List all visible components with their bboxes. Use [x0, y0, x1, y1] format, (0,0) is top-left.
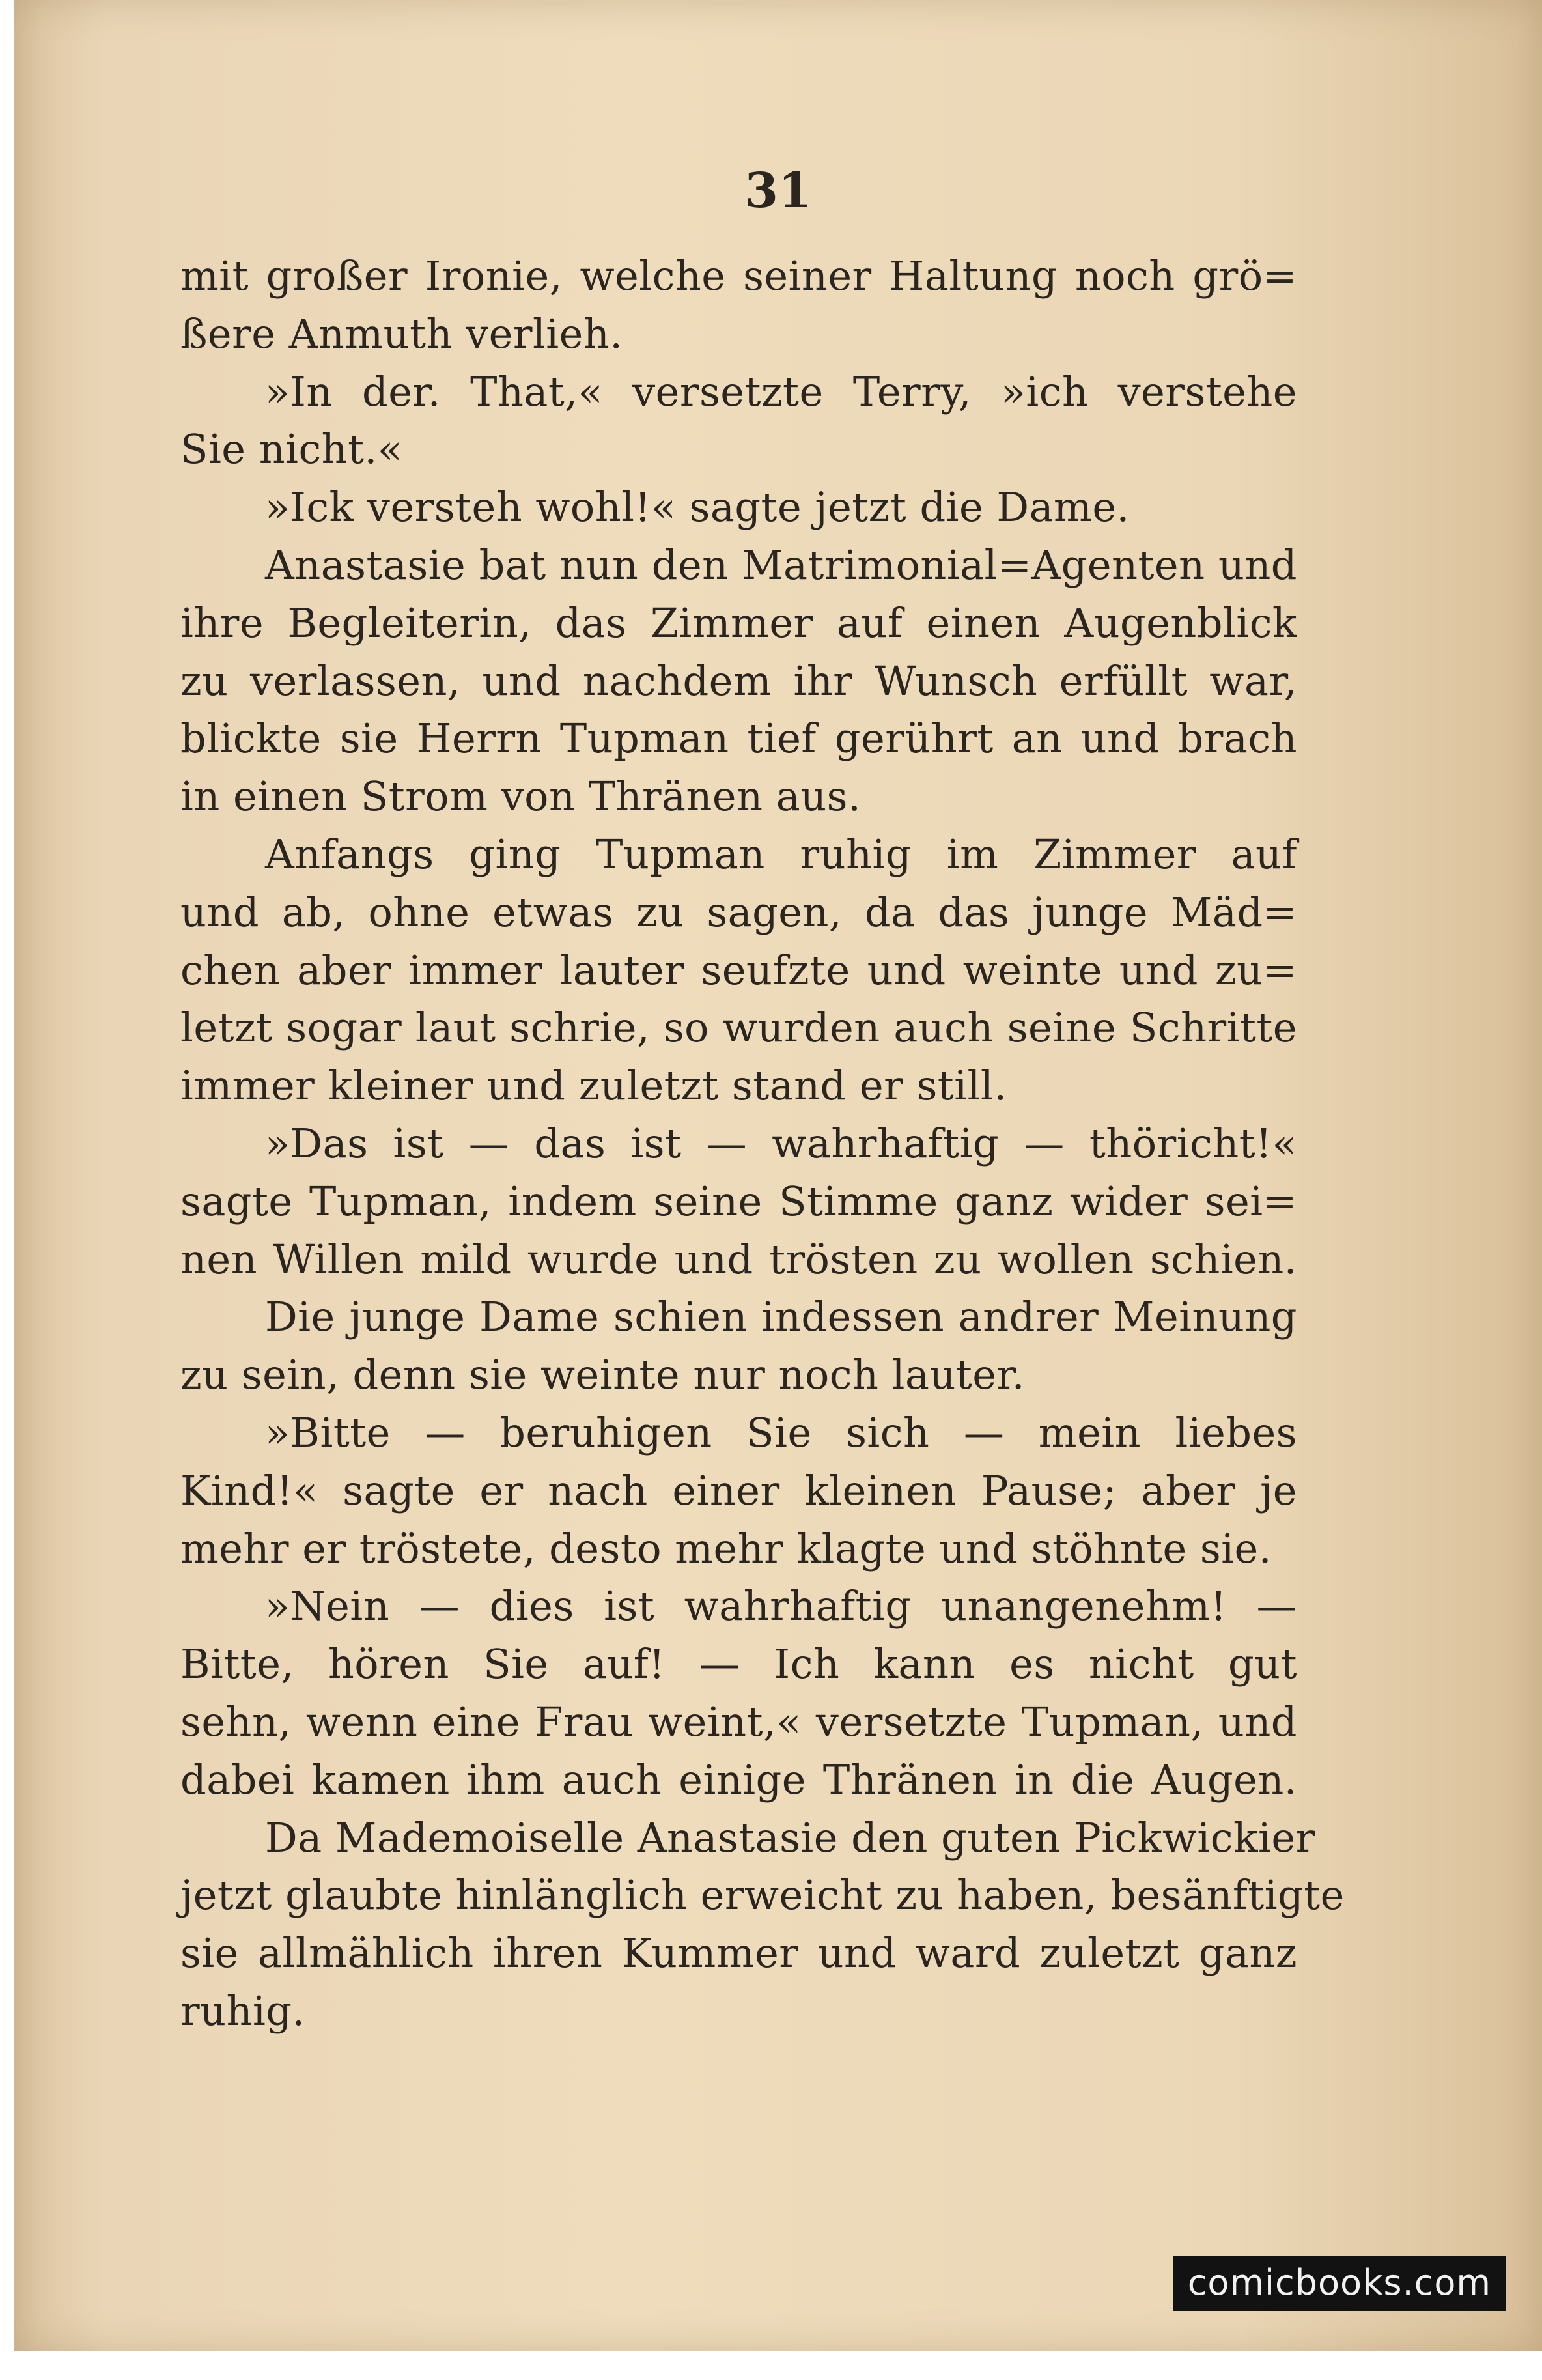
- text-line: nen Willen mild wurde und trösten zu wollen schien.: [180, 1235, 1297, 1283]
- text-line: Anfangs ging Tupman ruhig im Zimmer auf: [265, 830, 1297, 878]
- text-line: mehr er tröstete, desto mehr klagte und stöhnte sie.: [180, 1524, 1272, 1572]
- text-line: zu sein, denn sie weinte nur noch lauter.: [180, 1351, 1026, 1399]
- text-line: ßere Anmuth verlieh.: [180, 309, 623, 358]
- text-line: immer kleiner und zuletzt stand er still.: [180, 1062, 1007, 1110]
- text-line: ihre Begleiterin, das Zimmer auf einen Augenblick: [180, 599, 1297, 647]
- text-line: Da Mademoiselle Anastasie den guten Pickwickier: [265, 1813, 1315, 1862]
- text-line: in einen Strom von Thränen aus.: [180, 772, 862, 821]
- text-line: Bitte, hören Sie auf! — Ich kann es nicht gut: [180, 1640, 1297, 1688]
- text-line: Anastasie bat nun den Matrimonial=Agenten und: [265, 541, 1297, 589]
- text-line: und ab, ohne etwas zu sagen, da das junge Mäd=: [180, 888, 1297, 936]
- text-line: Sie nicht.«: [180, 425, 403, 474]
- text-line: »Das ist — das ist — wahrhaftig — thöricht!«: [265, 1119, 1297, 1167]
- text-line: blickte sie Herrn Tupman tief gerührt an und brach: [180, 715, 1297, 763]
- watermark: comicbooks.com: [1173, 2256, 1506, 2311]
- text-line: dabei kamen ihm auch einige Thränen in die Augen.: [180, 1755, 1297, 1804]
- text-line: zu verlassen, und nachdem ihr Wunsch erfüllt war,: [180, 657, 1297, 705]
- text-line: »Bitte — beruhigen Sie sich — mein liebes: [265, 1408, 1297, 1456]
- text-line: Die junge Dame schien indessen andrer Meinung: [265, 1293, 1297, 1341]
- text-line: jetzt glaubte hinlänglich erweicht zu haben, besänftigte: [180, 1871, 1345, 1920]
- book-page: [14, 0, 1542, 2351]
- text-line: »Ick versteh wohl!« sagte jetzt die Dame.: [265, 483, 1130, 531]
- text-line: ruhig.: [180, 1987, 305, 2035]
- text-line: »In der. That,« versetzte Terry, »ich verstehe: [265, 367, 1297, 416]
- text-line: chen aber immer lauter seufzte und weinte und zu=: [180, 946, 1297, 994]
- text-line: »Nein — dies ist wahrhaftig unangenehm! —: [265, 1582, 1297, 1630]
- body-text: [180, 248, 1345, 2041]
- text-line: sehn, wenn eine Frau weint,« versetzte Tupman, und: [180, 1697, 1297, 1746]
- text-line: mit großer Ironie, welche seiner Haltung noch grö=: [180, 252, 1297, 300]
- text-line: sie allmählich ihren Kummer und ward zuletzt ganz: [180, 1929, 1297, 1977]
- text-line: sagte Tupman, indem seine Stimme ganz wider sei=: [180, 1177, 1297, 1225]
- text-line: Kind!« sagte er nach einer kleinen Pause; aber je: [180, 1466, 1297, 1514]
- text-line: letzt sogar laut schrie, so wurden auch seine Schritte: [180, 1004, 1297, 1052]
- page-number: 31: [744, 163, 812, 219]
